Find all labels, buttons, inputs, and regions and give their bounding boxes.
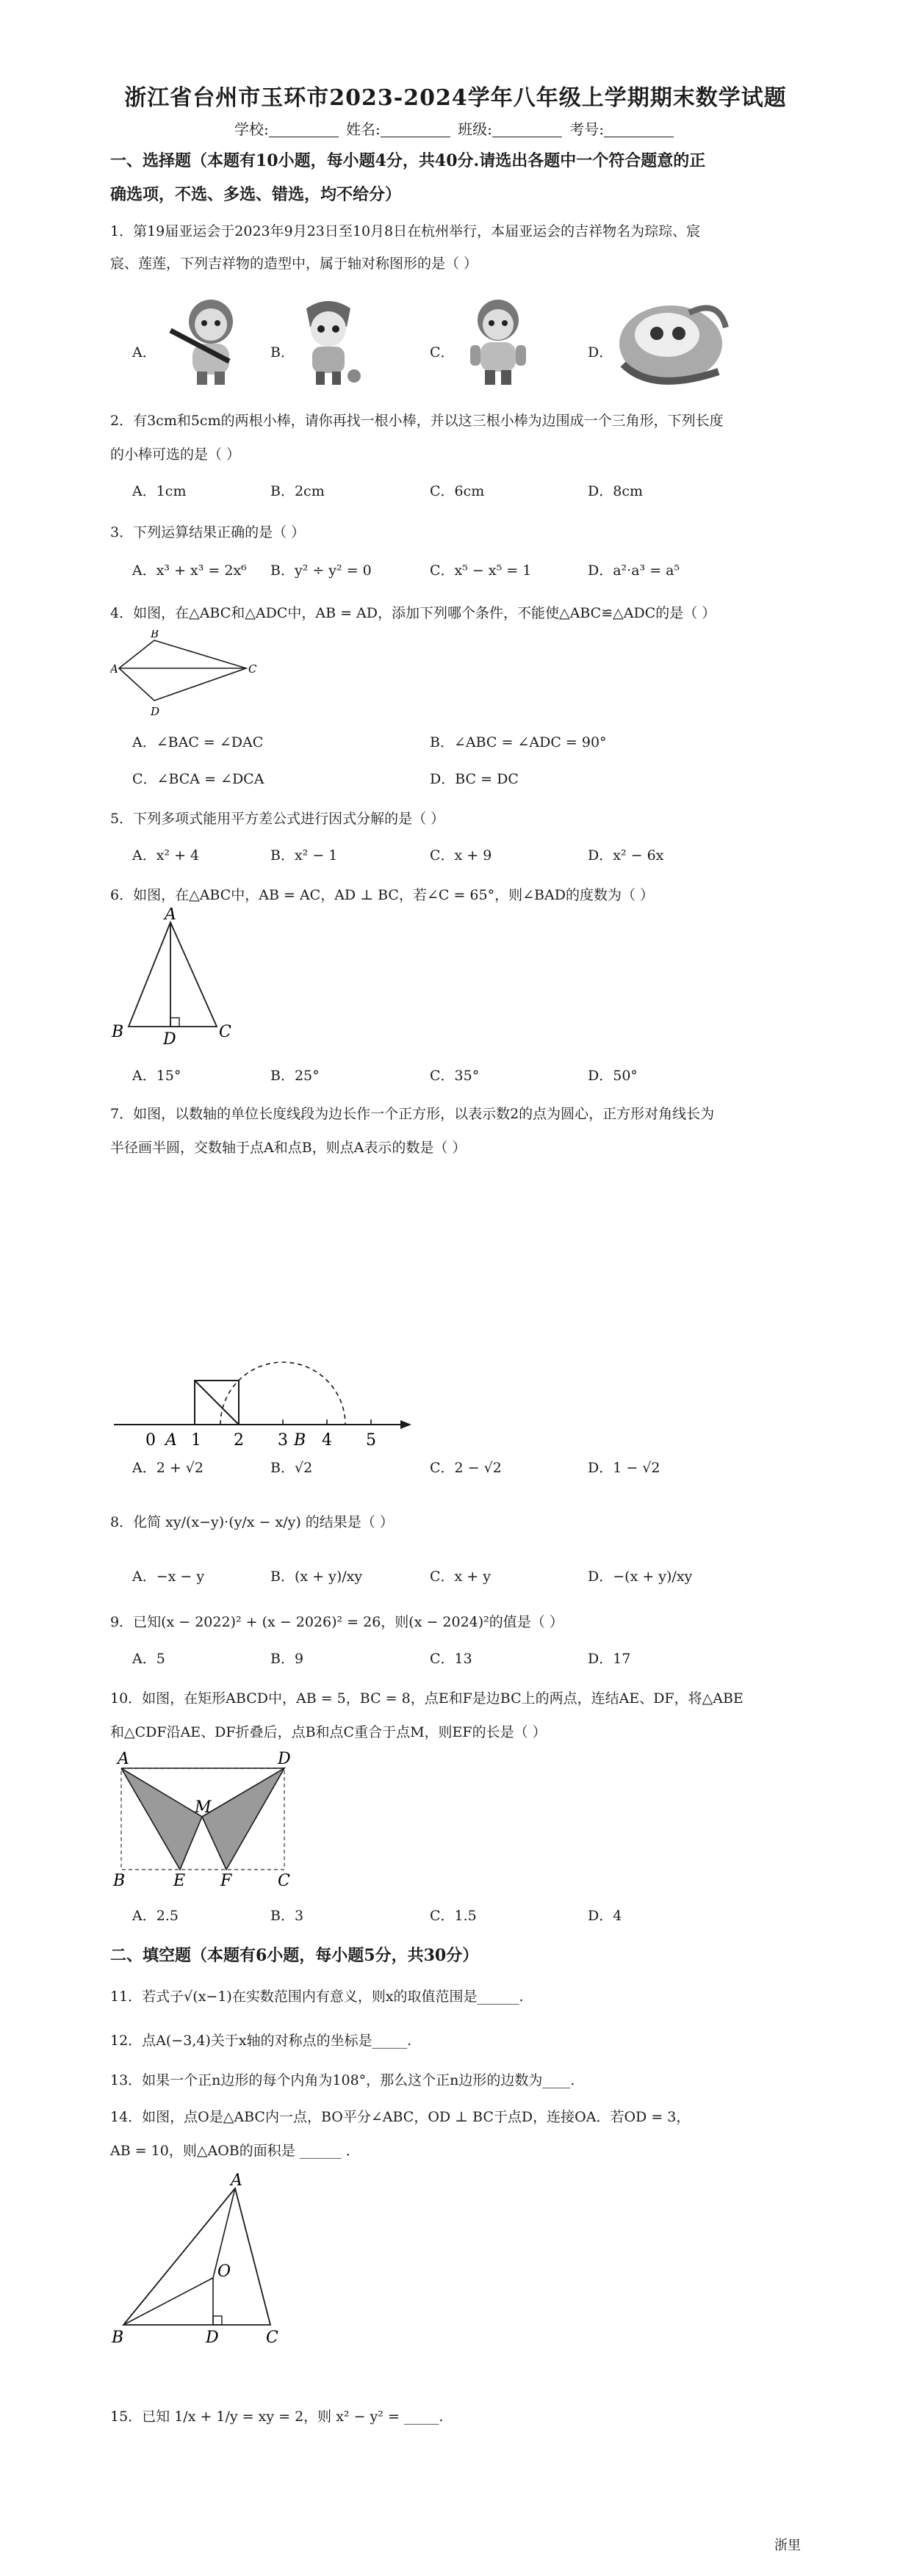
section1-heading: 一、选择题（本题有10小题，每小题4分，共40分.请选出各题中一个符合题意的正 <box>110 151 706 170</box>
school-blank[interactable] <box>269 122 339 137</box>
name-label: 姓名: <box>346 120 381 138</box>
q10-text: 10．如图，在矩形ABCD中，AB = 5，BC = 8，点E和F是边BC上的两点，连结AE、DF，将△ABE <box>110 1690 743 1707</box>
q7-tick-2: 2 <box>234 1431 244 1450</box>
q10-option-d[interactable]: D．4 <box>588 1908 622 1924</box>
q13-text: 13．如果一个正n边形的每个内角为108°，那么这个正n边形的边数为____. <box>110 2072 575 2088</box>
q4-text: 4．如图，在△ABC和△ADC中，AB = AD，添加下列哪个条件，不能使△ABC≌△ADC的是（ ） <box>110 605 716 621</box>
q1-option-d[interactable]: D． <box>588 344 613 361</box>
q8-option-a[interactable]: A．−x − y <box>132 1569 205 1585</box>
q1-option-c[interactable]: C． <box>430 344 455 361</box>
q10-label-f: F <box>220 1872 232 1889</box>
q4-label-b: B <box>151 630 159 640</box>
q6-option-c[interactable]: C．35° <box>430 1068 480 1084</box>
q10-label-b: B <box>113 1872 126 1889</box>
q5-text: 5．下列多项式能用平方差公式进行因式分解的是（ ） <box>110 811 445 827</box>
q3-option-b[interactable]: B．y² ÷ y² = 0 <box>270 562 372 579</box>
class-label: 班级: <box>458 120 492 138</box>
q14-label-o: O <box>217 2262 231 2281</box>
q10-text-line2: 和△CDF沿AE、DF折叠后，点B和点C重合于点M，则EF的长是（ ） <box>110 1724 547 1740</box>
q7-number-line <box>110 1351 419 1454</box>
q14-text: 14．如图，点O是△ABC内一点，BO平分∠ABC，OD ⊥ BC于点D，连接OA．若OD = 3， <box>110 2109 691 2125</box>
section2-heading: 二、填空题（本题有6小题，每小题5分，共30分） <box>110 1946 479 1965</box>
q2-option-d[interactable]: D．8cm <box>588 483 643 499</box>
q10-label-e: E <box>173 1872 186 1889</box>
q6-text: 6．如图，在△ABC中，AB = AC，AD ⊥ BC，若∠C = 65°，则∠BAD的度数为（ ） <box>110 887 654 903</box>
q7-tick-1: 1 <box>191 1431 201 1450</box>
q6-option-a[interactable]: A．15° <box>132 1068 181 1084</box>
q7-option-a[interactable]: A．2 + √2 <box>132 1460 204 1476</box>
q2-option-b[interactable]: B．2cm <box>270 483 325 499</box>
mascot-d-image <box>608 291 733 394</box>
q3-option-a[interactable]: A．x³ + x³ = 2x⁶ <box>132 562 247 579</box>
name-blank[interactable] <box>381 122 450 137</box>
q4-label-d: D <box>151 705 160 718</box>
section1-heading-line2: 确选项，不选、多选、错选，均不给分） <box>110 185 402 204</box>
q9-text: 9．已知(x − 2022)² + (x − 2026)² = 26，则(x − 2024)²的值是（ ） <box>110 1614 563 1630</box>
q8-option-c[interactable]: C．x + y <box>430 1569 491 1585</box>
q6-label-b: B <box>112 1023 124 1041</box>
q7-option-d[interactable]: D．1 − √2 <box>588 1460 660 1476</box>
q10-figure <box>110 1749 301 1889</box>
q10-label-m: M <box>195 1798 212 1817</box>
q4-label-c: C <box>248 662 257 676</box>
exam-no-label: 考号: <box>569 120 605 138</box>
q7-text: 7．如图，以数轴的单位长度线段为边长作一个正方形，以表示数2的点为圆心，正方形对角线长为 <box>110 1106 715 1122</box>
q2-option-a[interactable]: A．1cm <box>132 483 187 499</box>
q7-option-c[interactable]: C．2 − √2 <box>430 1460 502 1476</box>
q7-tick-4: 4 <box>322 1431 332 1450</box>
class-blank[interactable] <box>492 122 562 137</box>
student-info-line <box>0 117 911 139</box>
q7-text-line2: 半径画半圆，交数轴于点A和点B，则点A表示的数是（ ） <box>110 1140 467 1156</box>
q5-option-b[interactable]: B．x² − 1 <box>270 847 338 864</box>
q4-label-a: A <box>110 662 118 676</box>
q14-figure <box>110 2172 301 2356</box>
q4-option-c[interactable]: C．∠BCA = ∠DCA <box>132 771 264 787</box>
q4-option-a[interactable]: A．∠BAC = ∠DAC <box>132 734 264 750</box>
q1-text-line2: 宸、莲莲，下列吉祥物的造型中，属于轴对称图形的是（ ） <box>110 256 478 272</box>
q6-option-d[interactable]: D．50° <box>588 1068 638 1084</box>
q7-point-a: A <box>165 1431 177 1450</box>
q6-label-c: C <box>219 1023 231 1041</box>
q2-text-line2: 的小棒可选的是（ ） <box>110 446 241 463</box>
q7-option-b[interactable]: B．√2 <box>270 1460 313 1476</box>
q9-option-b[interactable]: B．9 <box>270 1651 304 1667</box>
exam-no-blank[interactable] <box>604 122 674 137</box>
q14-label-b: B <box>112 2329 124 2347</box>
page-footer: 浙里 <box>774 2538 801 2553</box>
q6-label-d: D <box>163 1030 176 1047</box>
q10-label-c: C <box>278 1872 290 1889</box>
q12-text: 12．点A(−3,4)关于x轴的对称点的坐标是_____. <box>110 2033 412 2049</box>
mascot-a-image <box>163 294 259 389</box>
q6-figure <box>110 908 242 1047</box>
q7-tick-5: 5 <box>366 1431 376 1450</box>
q7-tick-3: 3 <box>278 1431 288 1450</box>
q11-text: 11．若式子√(x−1)在实数范围内有意义，则x的取值范围是______. <box>110 1989 524 2005</box>
q10-option-a[interactable]: A．2.5 <box>132 1908 179 1924</box>
q10-label-d: D <box>278 1750 291 1768</box>
q1-option-a[interactable]: A． <box>132 344 156 361</box>
q15-text: 15．已知 1/x + 1/y = xy = 2，则 x² − y² = _____. <box>110 2409 444 2425</box>
q8-text: 8．化简 xy/(x−y)·(y/x − x/y) 的结果是（ ） <box>110 1514 394 1530</box>
q14-label-c: C <box>266 2329 278 2347</box>
q9-option-d[interactable]: D．17 <box>588 1651 631 1667</box>
q6-option-b[interactable]: B．25° <box>270 1068 320 1084</box>
school-label: 学校: <box>234 120 269 138</box>
q4-option-b[interactable]: B．∠ABC = ∠ADC = 90° <box>430 734 607 750</box>
page-title: 浙江省台州市玉环市2023-2024学年八年级上学期期末数学试题 <box>124 85 787 111</box>
q3-option-d[interactable]: D．a²·a³ = a⁵ <box>588 562 680 579</box>
q9-option-a[interactable]: A．5 <box>132 1651 165 1667</box>
q1-option-b[interactable]: B． <box>270 344 295 361</box>
q10-option-b[interactable]: B．3 <box>270 1908 304 1924</box>
mascot-c-image <box>454 294 542 389</box>
mascot-b-image <box>288 294 369 389</box>
q4-figure <box>110 630 257 720</box>
q9-option-c[interactable]: C．13 <box>430 1651 472 1667</box>
q14-text-line2: AB = 10，则△AOB的面积是 ______ ． <box>110 2143 360 2159</box>
q5-option-c[interactable]: C．x + 9 <box>430 847 492 864</box>
q7-point-b: B <box>294 1431 306 1450</box>
q14-label-d: D <box>206 2329 219 2347</box>
q3-option-c[interactable]: C．x⁵ − x⁵ = 1 <box>430 562 532 579</box>
q14-label-a: A <box>231 2172 242 2190</box>
q3-text: 3．下列运算结果正确的是（ ） <box>110 524 306 540</box>
q6-label-a: A <box>165 908 176 924</box>
q5-option-d[interactable]: D．x² − 6x <box>588 847 664 864</box>
q2-text: 2．有3cm和5cm的两根小棒，请你再找一根小棒，并以这三根小棒为边围成一个三角形，下列长度 <box>110 413 724 429</box>
q1-text: 1．第19届亚运会于2023年9月23日至10月8日在杭州举行，本届亚运会的吉祥物名为琮琮、宸 <box>110 223 701 239</box>
q10-label-a: A <box>118 1750 129 1768</box>
q8-option-b[interactable]: B．(x + y)/xy <box>270 1569 363 1585</box>
q2-option-c[interactable]: C．6cm <box>430 483 485 499</box>
q4-option-d[interactable]: D．BC = DC <box>430 771 519 787</box>
q7-tick-0: 0 <box>145 1431 156 1450</box>
q8-option-d[interactable]: D．−(x + y)/xy <box>588 1569 693 1585</box>
q10-option-c[interactable]: C．1.5 <box>430 1908 477 1924</box>
q5-option-a[interactable]: A．x² + 4 <box>132 847 200 864</box>
